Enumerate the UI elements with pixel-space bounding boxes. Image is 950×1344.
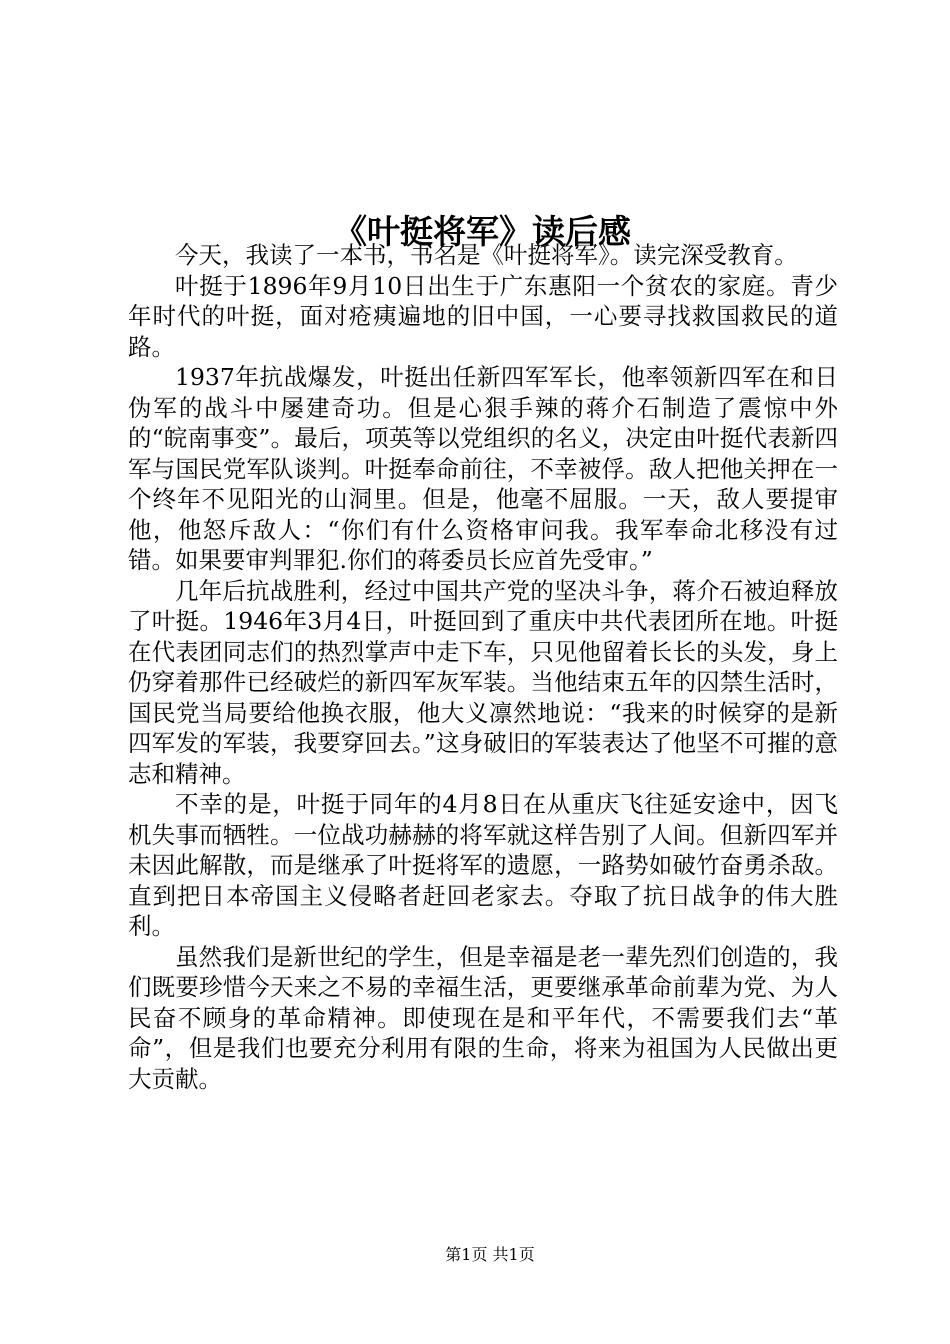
document-title: 《叶挺将军》读后感	[334, 212, 631, 252]
paragraph-1: 今天，我读了一本书，书名是《叶挺将军》。读完深受教育。	[175, 241, 798, 269]
paragraph-5: 不幸的是，叶挺于同年的4月8日在从重庆飞往延安途中，因飞机失事而牺牲。一位战功赫赫的将军就这样告别了人间。但新四军并未因此解散，而是继承了叶挺将军的遗愿，一路势如破竹奋勇杀敌。直到把日本帝国主义侵略者赶回老家去。夺取了抗日战争的伟大胜利。	[128, 790, 838, 940]
document-body	[128, 240, 838, 1094]
paragraph-3: 1937年抗战爆发，叶挺出任新四军军长，他率领新四军在和日伪军的战斗中屡建奇功。但是心狠手辣的蒋介石制造了震惊中外的“皖南事变”。最后，项英等以党组织的名义，决定由叶挺代表新四军与国民党军队谈判。叶挺奉命前往，不幸被俘。敌人把他关押在一个终年不见阳光的山洞里。但是，他毫不屈服。一天，敌人要提审他，他怒斥敌人：“你们有什么资格审问我。我军奉命北移没有过错。如果要审判罪犯.你们的蒋委员长应首先受审。”	[128, 363, 838, 574]
paragraph-6: 虽然我们是新世纪的学生，但是幸福是老一辈先烈们创造的，我们既要珍惜今天来之不易的幸福生活，更要继承革命前辈为党、为人民奋不顾身的革命精神。即使现在是和平年代，不需要我们去“革命”，但是我们也要充分利用有限的生命，将来为祖国为人民做出更大贡献。	[128, 942, 838, 1093]
paragraph-2: 叶挺于1896年9月10日出生于广东惠阳一个贫农的家庭。青少年时代的叶挺，面对疮痍遍地的旧中国，一心要寻找救国救民的道路。	[128, 271, 838, 361]
page-footer: 第1页 共1页	[445, 1245, 535, 1264]
paragraph-4: 几年后抗战胜利，经过中国共产党的坚决斗争，蒋介石被迫释放了叶挺。1946年3月4日，叶挺回到了重庆中共代表团所在地。叶挺在代表团同志们的热烈掌声中走下车，只见他留着长长的头发，身上仍穿着那件已经破烂的新四军灰军装。当他结束五年的囚禁生活时，国民党当局要给他换衣服，他大义凛然地说：“我来的时候穿的是新四军发的军装，我要穿回去。”这身破旧的军装表达了他坚不可摧的意志和精神。	[128, 576, 838, 788]
